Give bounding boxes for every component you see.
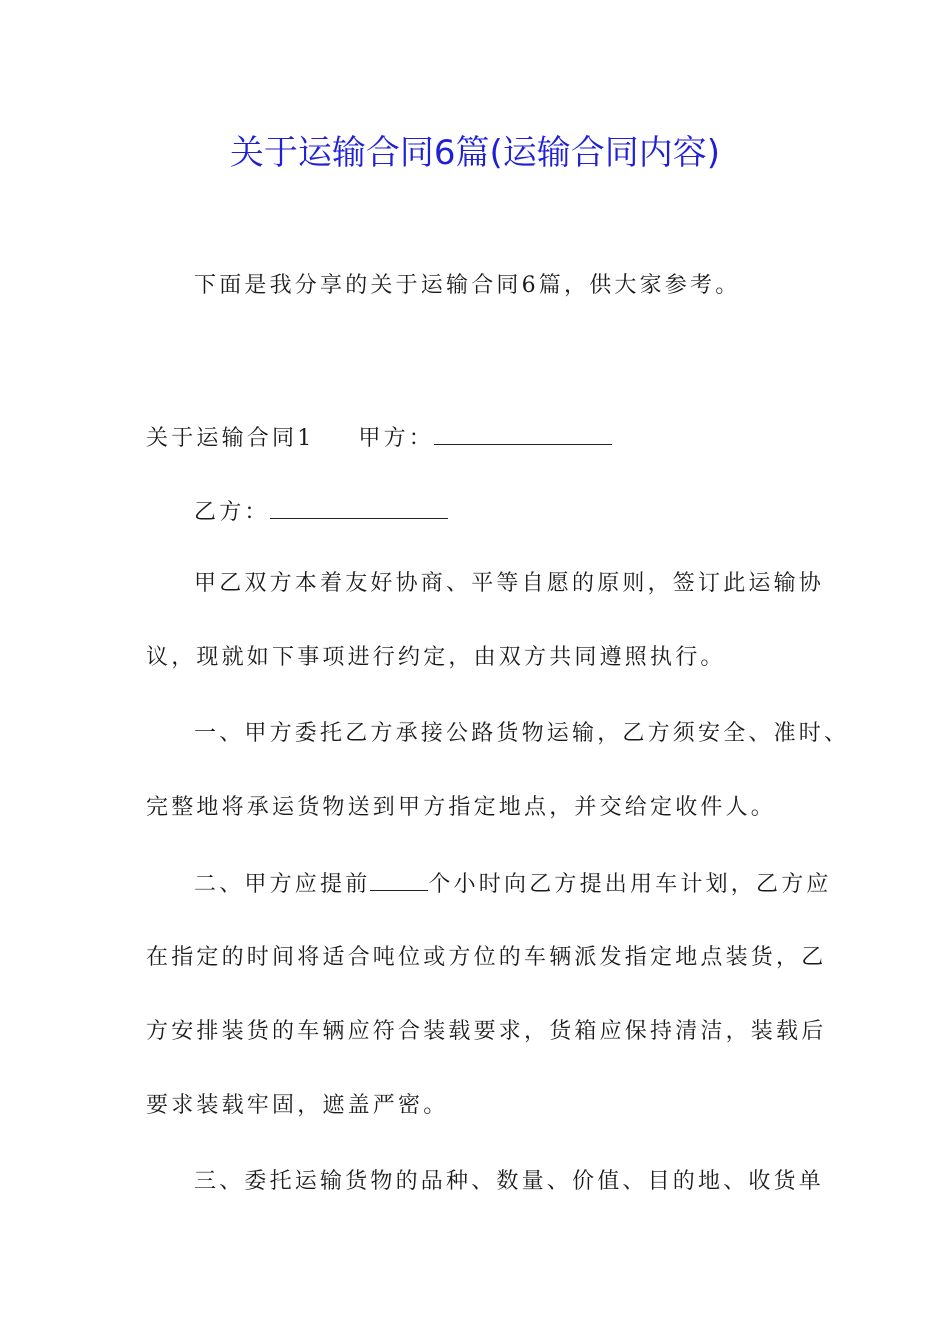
paragraph-line: 甲乙双方本着友好协商、平等自愿的原则，签订此运输协: [194, 571, 825, 596]
section-heading-line: [146, 418, 612, 457]
paragraph-line: 在指定的时间将适合吨位或方位的车辆派发指定地点装货，乙: [146, 945, 827, 970]
paragraph-line: 要求装载牢固，遮盖严密。: [146, 1093, 449, 1118]
intro-paragraph: 下面是我分享的关于运输合同6篇，供大家参考。: [194, 273, 741, 298]
paragraph-line: 一、甲方委托乙方承接公路货物运输，乙方须安全、准时、: [194, 721, 850, 746]
party-a-label: 甲方：: [358, 426, 435, 451]
party-a-blank: [434, 418, 612, 445]
paragraph-line: 议，现就如下事项进行约定，由双方共同遵照执行。: [146, 645, 726, 670]
paragraph-line: 方安排装货的车辆应符合装载要求，货箱应保持清洁，装载后: [146, 1019, 827, 1044]
document-title: 关于运输合同6篇(运输合同内容): [229, 133, 721, 173]
party-b-line: [194, 492, 448, 531]
paragraph-line: 完整地将承运货物送到甲方指定地点，并交给定收件人。: [146, 795, 777, 820]
party-b-label: 乙方：: [194, 500, 270, 525]
paragraph-line: [194, 864, 832, 903]
paragraph-line: 三、委托运输货物的品种、数量、价值、目的地、收货单: [194, 1169, 825, 1194]
party-b-blank: [270, 492, 448, 519]
hours-blank: [370, 864, 428, 891]
clause-two-rest: 个小时向乙方提出用车计划，乙方应: [428, 872, 832, 897]
section-heading: 关于运输合同1: [146, 426, 315, 451]
clause-two-start: 二、甲方应提前: [194, 872, 371, 897]
